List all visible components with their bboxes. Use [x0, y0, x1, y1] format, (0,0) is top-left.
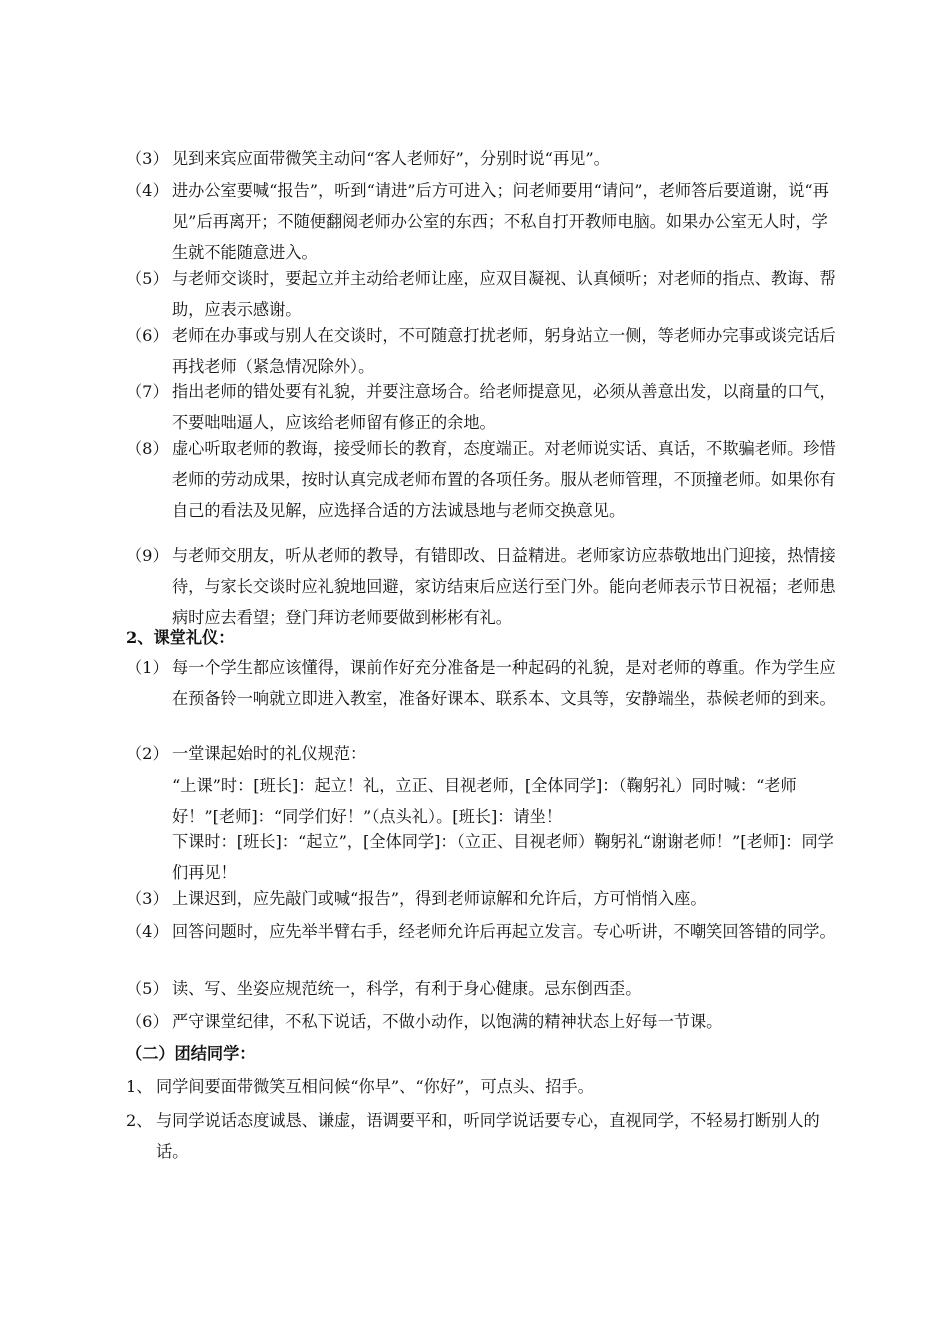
item-marker: （4）	[126, 181, 169, 200]
list-item	[126, 376, 842, 438]
item-text: 见到来宾应面带微笑主动问“客人老师好”，分别时说“再见”。	[172, 149, 610, 168]
list-item	[126, 738, 842, 769]
list-item	[126, 263, 842, 325]
item-text: 老师在办事或与别人在交谈时，不可随意打扰老师，躬身站立一侧，等老师办完事或谈完话后再找老师（紧急情况除外）。	[172, 326, 836, 376]
item-marker: （1）	[126, 658, 169, 677]
item-marker: 2、	[126, 1111, 153, 1130]
item-text: 进办公室要喊“报告”，听到“请进”后方可进入；问老师要用“请问”，老师答后要道谢，说“再见”后再离开；不随便翻阅老师办公室的东西；不私自打开教师电脑。如果办公室无人时，学生就不能随意进入。	[172, 181, 829, 262]
list-item	[126, 143, 842, 174]
list-item	[126, 433, 842, 526]
item-text: 上课迟到，应先敲门或喊“报告”，得到老师谅解和允许后，方可悄悄入座。	[172, 889, 707, 908]
item-text: 虚心听取老师的教诲，接受师长的教育，态度端正。对老师说实话、真话，不欺骗老师。珍惜老师的劳动成果，按时认真完成老师布置的各项任务。服从老师管理，不顶撞老师。如果你有自己的看法及见解，应选择合适的方法诚恳地与老师交换意见。	[172, 439, 836, 520]
list-item	[126, 1071, 842, 1102]
item-marker: （6）	[126, 1012, 169, 1031]
list-item	[126, 652, 842, 714]
item-text: 回答问题时，应先举半臂右手，经老师允许后再起立发言。专心听讲，不嘲笑回答错的同学。	[172, 922, 836, 941]
item-text: 与老师交谈时，要起立并主动给老师让座，应双目凝视、认真倾听；对老师的指点、教诲、帮助，应表示感谢。	[172, 269, 836, 319]
item-marker: （7）	[126, 382, 169, 401]
item-text: 与同学说话态度诚恳、谦虚，语调要平和，听同学说话要专心，直视同学，不轻易打断别人的话。	[156, 1111, 820, 1161]
section-heading: 2、课堂礼仪：	[126, 628, 235, 647]
list-item	[126, 916, 842, 947]
section-heading: （二）团结同学：	[126, 1044, 256, 1063]
item-text: 与老师交朋友，听从老师的教导，有错即改、日益精进。老师家访应恭敬地出门迎接，热情接待，与家长交谈时应礼貌地回避，家访结束后应送行至门外。能向老师表示节日祝福；老师患病时应去看望；登门拜访老师要做到彬彬有礼。	[172, 546, 836, 627]
list-item	[126, 883, 842, 914]
list-item	[126, 175, 842, 268]
item-text: 每一个学生都应该懂得，课前作好充分准备是一种起码的礼貌，是对老师的尊重。作为学生应在预备铃一响就立即进入教室，准备好课本、联系本、文具等，安静端坐，恭候老师的到来。	[172, 658, 836, 708]
item-marker: （4）	[126, 922, 169, 941]
list-item	[126, 320, 842, 382]
item-marker: （5）	[126, 979, 169, 998]
item-marker: （3）	[126, 889, 169, 908]
item-marker: （9）	[126, 546, 169, 565]
list-item	[126, 1105, 842, 1167]
item-text: 读、写、坐姿应规范统一，科学，有利于身心健康。忌东倒西歪。	[172, 979, 642, 998]
item-text: 严守课堂纪律，不私下说话，不做小动作，以饱满的精神状态上好每一节课。	[172, 1012, 723, 1031]
item-marker: （6）	[126, 326, 169, 345]
list-item	[126, 540, 842, 633]
item-marker: （8）	[126, 439, 169, 458]
item-marker: （3）	[126, 149, 169, 168]
paragraph-class-start: “上课”时：[班长]：起立！礼，立正、目视老师，[全体同学]：（鞠躬礼）同时喊：“老师好！”[老师]：“同学们好！”（点头礼）。[班长]：请坐！	[172, 776, 797, 826]
item-text: 一堂课起始时的礼仪规范：	[172, 744, 367, 763]
paragraph-class-end: 下课时：[班长]：“起立”，[全体同学]：（立正、目视老师）鞠躬礼“谢谢老师！”[老师]：同学们再见！	[172, 832, 834, 882]
item-text: 同学间要面带微笑互相问候“你早”、“你好”，可点头、招手。	[156, 1077, 594, 1096]
list-item	[126, 1006, 842, 1037]
item-text: 指出老师的错处要有礼貌，并要注意场合。给老师提意见，必须从善意出发，以商量的口气，不要咄咄逼人，应该给老师留有修正的余地。	[172, 382, 836, 432]
item-marker: 1、	[126, 1077, 153, 1096]
item-marker: （5）	[126, 269, 169, 288]
item-marker: （2）	[126, 744, 169, 763]
list-item	[126, 973, 842, 1004]
